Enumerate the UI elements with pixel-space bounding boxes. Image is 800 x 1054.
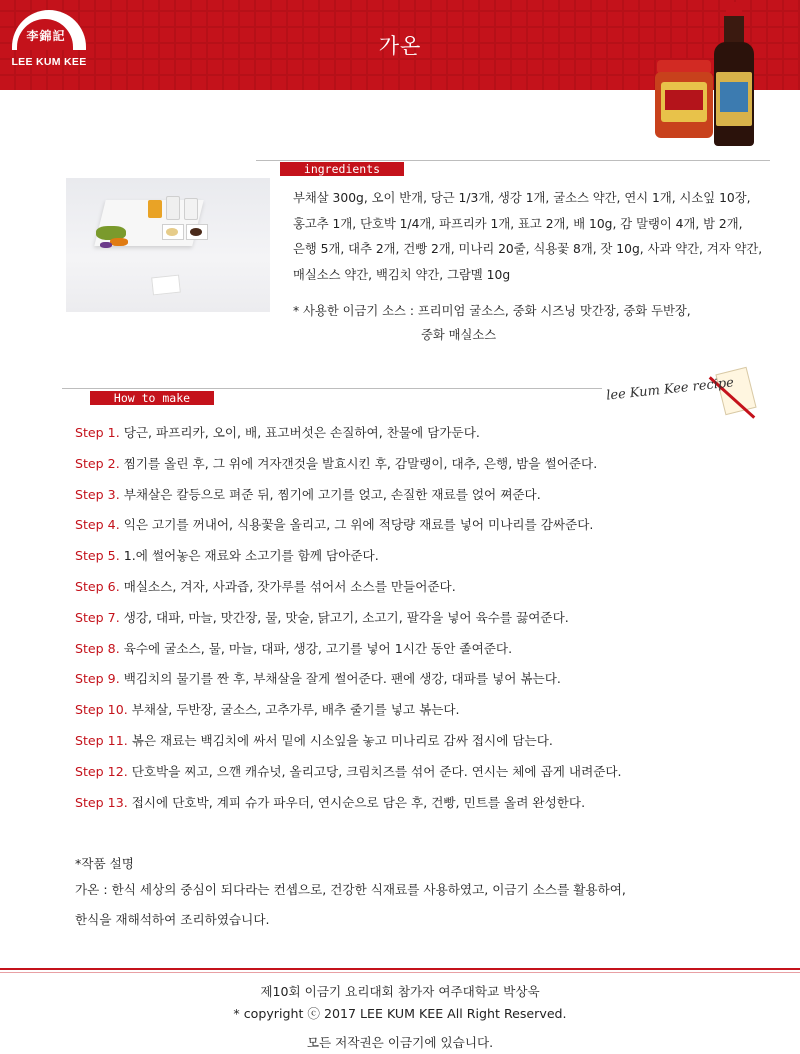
sauce xyxy=(166,228,178,236)
oyster-sauce-bottle-image xyxy=(712,2,756,148)
step-item xyxy=(75,576,775,607)
step-text: 생강, 대파, 마늘, 맛간장, 물, 맛술, 닭고기, 소고기, 팔각을 넣어 육수를 끓여준다. xyxy=(123,609,569,625)
step-text: 매실소스, 겨자, 사과즙, 잣가루를 섞어서 소스를 만들어준다. xyxy=(123,578,456,594)
step-text: 부채살은 칼등으로 펴준 뒤, 찜기에 고기를 얹고, 손질한 재료를 얹어 쪄준다. xyxy=(123,486,541,502)
step-item xyxy=(75,638,775,669)
step-number: Step 12. xyxy=(75,763,128,779)
ingredients-line: 홍고추 1개, 단호박 1/4개, 파프리카 1개, 표고 2개, 배 10g, 감 말랭이 4개, 밤 2개, xyxy=(293,216,743,231)
step-number: Step 3. xyxy=(75,486,120,502)
step-item xyxy=(75,607,775,638)
step-number: Step 4. xyxy=(75,517,120,533)
step-text: 백김치의 물기를 짠 후, 부채살을 잘게 썰어준다. 팬에 생강, 대파를 넣어 볶는다. xyxy=(123,671,561,687)
dish-photo xyxy=(66,178,270,312)
step-item xyxy=(75,484,775,515)
step-item xyxy=(75,545,775,576)
logo-english-text: LEE KUM KEE xyxy=(11,56,87,68)
ingredients-line: 부채살 300g, 오이 반개, 당근 1/3개, 생강 1개, 굴소스 약간, 연시 1개, 시소잎 10장, xyxy=(293,191,751,205)
step-item xyxy=(75,792,775,823)
step-text: 1.에 썰어놓은 재료와 소고기를 함께 담아준다. xyxy=(123,548,379,564)
step-item xyxy=(75,422,775,453)
step-text: 단호박을 찌고, 으깬 캐슈넛, 올리고당, 크림치즈를 섞어 준다. 연시는 체에 곱게 내려준다. xyxy=(131,763,622,779)
how-to-make-tag: How to make xyxy=(90,391,214,405)
footer-participant: 제10회 이금기 요리대회 참가자 여주대학교 박상욱 xyxy=(260,984,540,999)
sauce-note xyxy=(293,299,691,347)
jar-label-inner xyxy=(665,90,703,110)
ingredients-line: 매실소스 약간, 백김치 약간, 그람멜 10g xyxy=(293,267,511,282)
recipe-logo-text: lee Kum Kee recipe xyxy=(605,375,735,404)
step-item xyxy=(75,668,775,699)
step-text: 익은 고기를 꺼내어, 식용꽃을 올리고, 그 위에 적당량 재료를 넣어 미나리를 감싸준다. xyxy=(123,517,594,533)
step-number: Step 8. xyxy=(75,640,120,656)
step-number: Step 5. xyxy=(75,548,120,564)
step-number: Step 9. xyxy=(75,671,120,687)
step-text: 접시에 단호박, 계피 슈가 파우더, 연시순으로 담은 후, 건빵, 민트를 올려 완성한다. xyxy=(131,794,586,810)
footer-divider xyxy=(0,968,800,970)
ingredients-list xyxy=(293,186,773,288)
step-text: 볶은 재료는 백김치에 싸서 밑에 시소잎을 놓고 미나리로 감싸 접시에 담는다. xyxy=(131,732,553,748)
vegetable xyxy=(100,242,112,248)
number-card xyxy=(151,275,181,296)
step-number: Step 10. xyxy=(75,702,128,718)
ingredients-line: 은행 5개, 대추 2개, 건빵 2개, 미나리 20줄, 식용꽃 8개, 잣 10g, 사과 약간, 겨자 약간, xyxy=(293,242,763,257)
page-title: 가온 xyxy=(378,34,422,58)
bottle-label-inner xyxy=(720,82,748,112)
ingredients-tag: ingredients xyxy=(280,162,404,176)
step-item xyxy=(75,699,775,730)
description-line: 가온 : 한식 세상의 중심이 되다라는 컨셉으로, 건강한 식재료를 사용하였고, 이금기 소스를 활용하여, xyxy=(75,882,626,897)
cup xyxy=(166,196,180,220)
step-number: Step 1. xyxy=(75,425,120,440)
work-description xyxy=(75,853,755,939)
steps-list xyxy=(75,422,775,822)
step-item xyxy=(75,453,775,484)
footer-divider-thin xyxy=(0,972,800,973)
sauce-note-line2: 중화 매실소스 xyxy=(421,328,497,342)
recipe-logo xyxy=(602,366,762,426)
cup xyxy=(148,200,162,218)
vegetable xyxy=(110,238,128,246)
step-number: Step 13. xyxy=(75,794,128,810)
step-item xyxy=(75,730,775,761)
bottle-neck xyxy=(724,16,744,44)
step-number: Step 7. xyxy=(75,609,120,625)
sauce xyxy=(190,228,202,236)
step-text: 당근, 파프리카, 오이, 배, 표고버섯은 손질하여, 찬물에 담가둔다. xyxy=(123,425,480,440)
doubanjiang-jar-image xyxy=(655,60,713,140)
cup xyxy=(184,198,198,220)
step-item xyxy=(75,514,775,545)
step-text: 부채살, 두반장, 굴소스, 고추가루, 배추 줄기를 넣고 볶는다. xyxy=(131,702,460,718)
step-text: 육수에 굴소스, 물, 마늘, 대파, 생강, 고기를 넣어 1시간 동안 졸여준다. xyxy=(123,640,513,656)
how-to-divider xyxy=(62,388,602,389)
description-title: *작품 설명 xyxy=(75,856,134,871)
step-number: Step 6. xyxy=(75,578,120,594)
step-number: Step 11. xyxy=(75,732,128,748)
logo-chinese-text: 李錦記 xyxy=(26,29,66,43)
sauce-note-line1: * 사용한 이금기 소스 : 프리미엄 굴소스, 중화 시즈닝 맛간장, 중화 두반장, xyxy=(293,304,691,318)
description-line: 한식을 재해석하여 조리하였습니다. xyxy=(75,912,270,927)
footer-copyright: * copyright ⓒ 2017 LEE KUM KEE All Right Reserved. xyxy=(233,1006,567,1021)
footer-rights: 모든 저작권은 이금기에 있습니다. xyxy=(306,1035,494,1050)
ingredients-divider xyxy=(256,160,770,161)
step-text: 찜기를 올린 후, 그 위에 겨자갠것을 발효시킨 후, 감말랭이, 대추, 은행, 밤을 썰어준다. xyxy=(123,455,598,471)
step-number: Step 2. xyxy=(75,455,120,471)
step-item xyxy=(75,761,775,792)
